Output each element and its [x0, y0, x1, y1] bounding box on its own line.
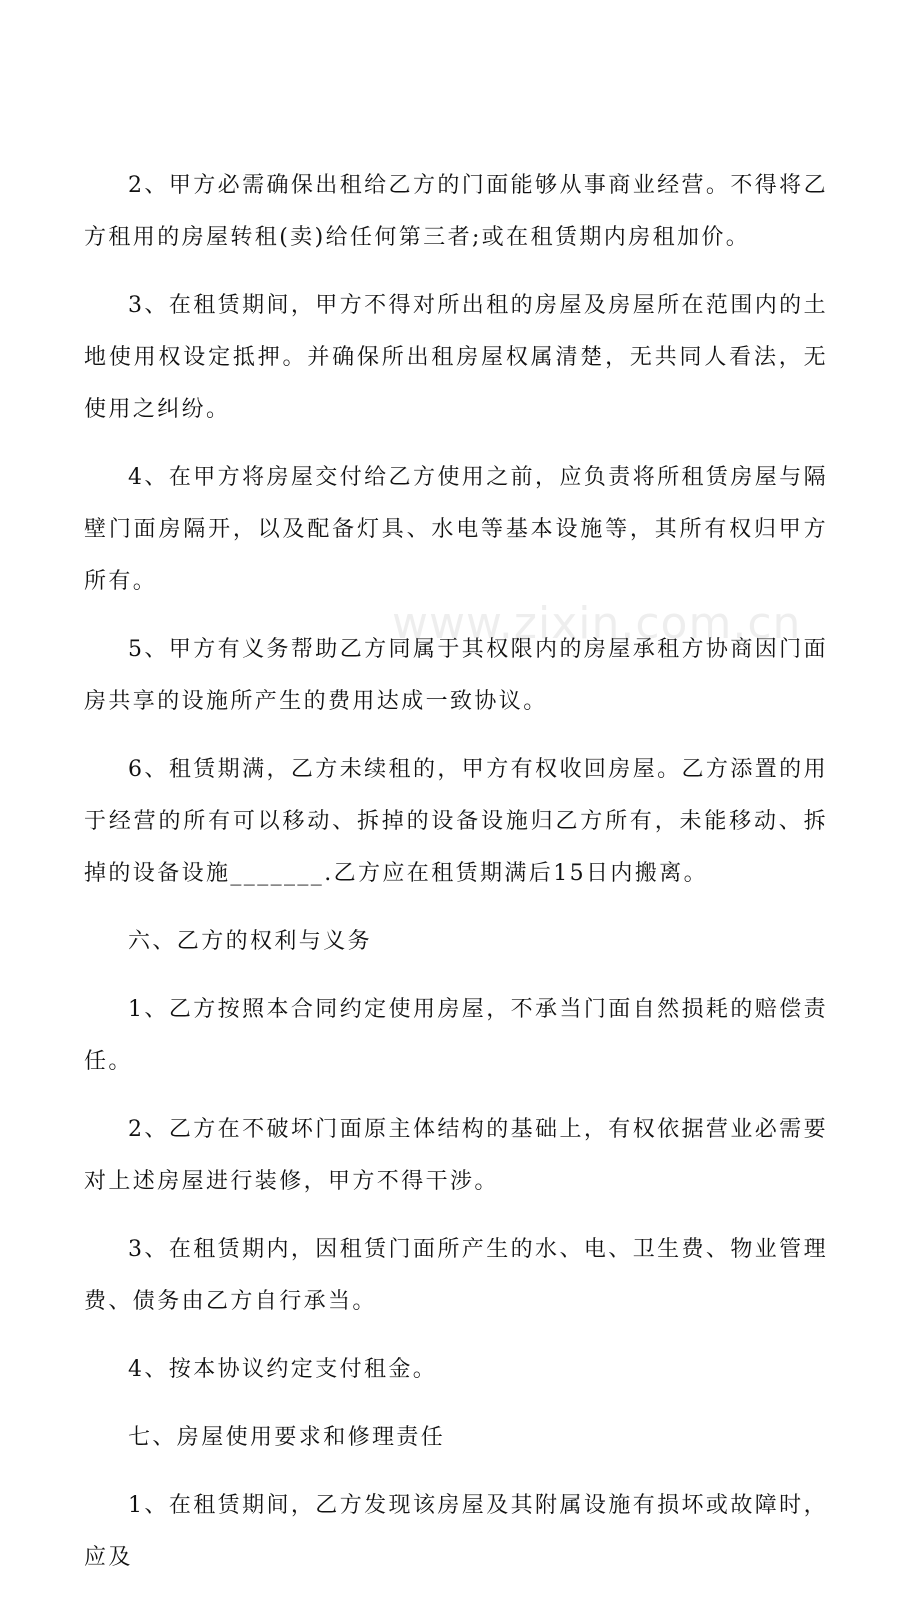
clause-paragraph-2: 3、在租赁期间，甲方不得对所出租的房屋及房屋所在范围内的土地使用权设定抵押。并确保所出租房屋权属清楚，无共同人看法，无使用之纠纷。: [84, 293, 828, 422]
watermark: www.zixin.com.cn: [392, 598, 802, 649]
section-heading-7: 七、房屋使用要求和修理责任: [128, 1425, 446, 1450]
clause-paragraph-10: 1、在租赁期间，乙方发现该房屋及其附属设施有损坏或故障时，应及: [84, 1493, 828, 1570]
document-body: [84, 160, 828, 1600]
clause-paragraph-8: 3、在租赁期内，因租赁门面所产生的水、电、卫生费、物业管理费、债务由乙方自行承当。: [84, 1237, 828, 1314]
section-heading-6: 六、乙方的权利与义务: [128, 929, 373, 954]
clause-paragraph-6: 1、乙方按照本合同约定使用房屋，不承当门面自然损耗的赔偿责任。: [84, 997, 828, 1074]
clause-paragraph-3: 4、在甲方将房屋交付给乙方使用之前，应负责将所租赁房屋与隔壁门面房隔开，以及配备灯具、水电等基本设施等，其所有权归甲方所有。: [84, 465, 828, 594]
clause-paragraph-7: 2、乙方在不破坏门面原主体结构的基础上，有权依据营业必需要对上述房屋进行装修，甲方不得干涉。: [84, 1117, 828, 1194]
clause-paragraph-4: 5、甲方有义务帮助乙方同属于其权限内的房屋承租方协商因门面房共享的设施所产生的费用达成一致协议。: [84, 637, 828, 714]
clause-paragraph-1: 2、甲方必需确保出租给乙方的门面能够从事商业经营。不得将乙方租用的房屋转租(卖)给任何第三者;或在租赁期内房租加价。: [84, 173, 828, 250]
clause-paragraph-5: 6、租赁期满，乙方未续租的，甲方有权收回房屋。乙方添置的用于经营的所有可以移动、拆掉的设备设施归乙方所有，未能移动、拆掉的设备设施_______.乙方应在租赁期满后15日内搬离。: [84, 757, 828, 886]
clause-paragraph-9: 4、按本协议约定支付租金。: [128, 1357, 438, 1382]
